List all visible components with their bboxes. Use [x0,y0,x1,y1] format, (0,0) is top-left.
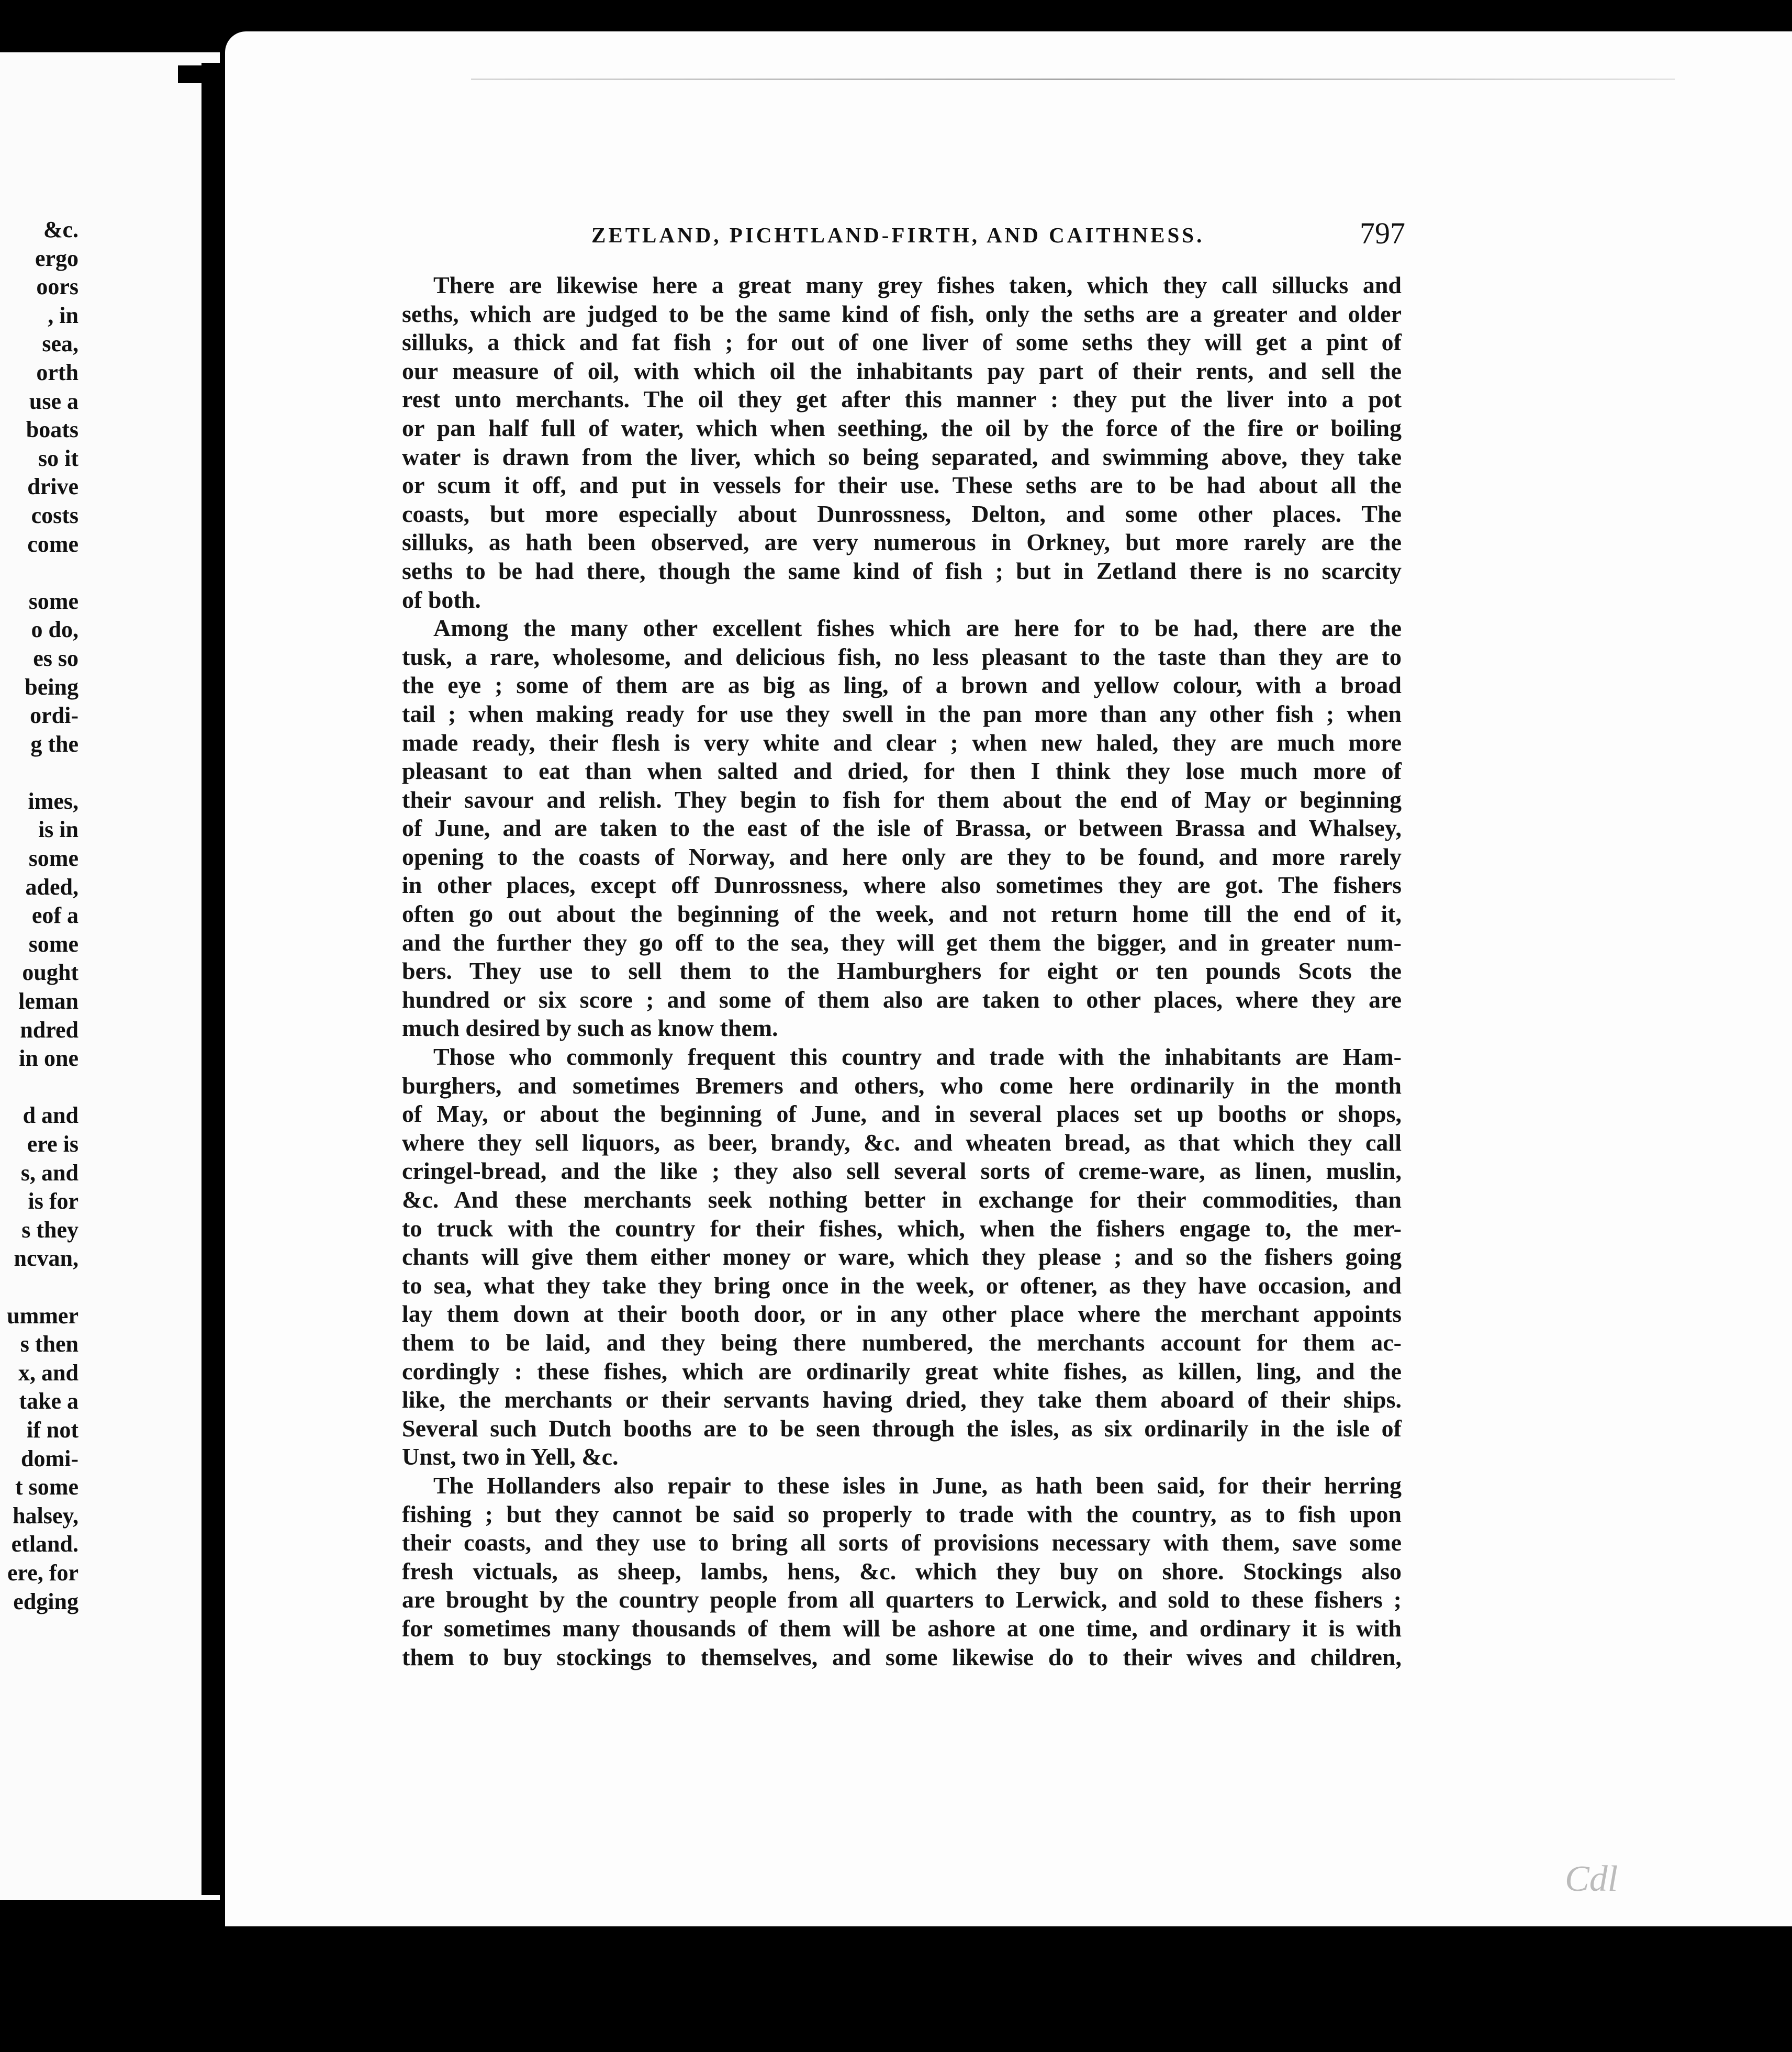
facing-page-line: eof a [31,902,79,929]
facing-page-line: being [25,674,79,700]
text-line: Among the many other excellent fishes which are here for to be had, there are the [433,615,1402,642]
text-line: rest unto merchants. The oil they get after this manner : they put the liver into a pot [402,386,1402,413]
text-line: There are likewise here a great many grey fishes taken, which they call sillucks and [433,272,1402,298]
text-line: often go out about the beginning of the week, and not return home till the end of it, [402,900,1402,928]
text-line: for sometimes many thousands of them will be ashore at one time, and ordinary it is with [402,1614,1402,1642]
facing-page-line: halsey, [13,1502,79,1529]
text-line: of May, or about the beginning of June, and in several places set up booths or shops, [402,1100,1402,1128]
facing-page-line: d and [23,1102,79,1129]
facing-page-line: domi- [21,1445,79,1471]
text-line: lay them down at their booth door, or in any other place where the merchant appoints [402,1300,1402,1328]
facing-page-line: boats [26,417,79,443]
text-line: bers. They use to sell them to the Hamburghers for eight or ten pounds Scots the [402,957,1402,985]
facing-page-line: use a [29,388,79,414]
text-line: the eye ; some of them are as big as ling, of a brown and yellow colour, with a broad [402,672,1402,699]
facing-page-line: ere is [27,1131,79,1157]
facing-page-line: is in [38,817,79,843]
facing-page-line: t some [15,1474,79,1500]
text-line: Those who commonly frequent this country and trade with the inhabitants are Ham- [433,1043,1402,1070]
facing-page-line: orth [36,359,79,385]
text-line: silluks, as hath been observed, are very numerous in Orkney, but more rarely are the [402,529,1402,556]
facing-page-line: , in [48,302,79,328]
text-line: Unst, two in Yell, &c. [402,1443,619,1470]
facing-page-line: ummer [7,1302,79,1329]
text-line: or scum it off, and put in vessels for their use. These seths are to be had about all the [402,472,1402,499]
facing-page-line: leman [18,988,79,1014]
facing-page-line: oors [36,274,79,300]
facing-page-line [0,1073,79,1102]
text-line: The Hollanders also repair to these isles in June, as hath been said, for their herring [433,1471,1402,1499]
facing-page-line: drive [27,474,79,500]
text-line: in other places, except off Dunrossness, where also sometimes they are got. The fishers [402,872,1402,899]
facing-page-line: so it [38,445,79,471]
text-line: hundred or six score ; and some of them also are taken to other places, where they are [402,986,1402,1013]
facing-page-line: s, and [20,1159,79,1186]
text-line: seths, which are judged to be the same kind of fish, only the seths are a greater and older [402,300,1402,327]
text-line: burghers, and sometimes Bremers and others, who come here ordinarily in the month [402,1072,1402,1099]
facing-page-line: some [28,931,79,957]
facing-page-line: ncvan, [14,1245,79,1272]
facing-page-line [0,1273,79,1302]
facing-page-line: some [28,588,79,614]
text-line: to sea, what they take they bring once in the week, or oftener, as they have occasion, and [402,1272,1402,1299]
text-line: them to be laid, and they being there numbered, the merchants account for them ac- [402,1329,1402,1356]
text-line: coasts, but more especially about Dunrossness, Delton, and some other places. The [402,500,1402,527]
text-line: where they sell liquors, as beer, brandy, &c. and wheaten bread, as that which they call [402,1129,1402,1156]
text-line: like, the merchants or their servants having dried, they take them aboard of their ships. [402,1386,1402,1413]
text-line: to truck with the country for their fishes, which, when the fishers engage to, the mer- [402,1214,1402,1242]
facing-page-line: ergo [35,245,79,271]
text-line: of June, and are taken to the east of the isle of Brassa, or between Brassa and Whalsey, [402,815,1402,842]
text-line: their savour and relish. They begin to fish for them about the end of May or beginning [402,786,1402,813]
page-number: 797 [1360,216,1405,250]
facing-page-line: some [28,845,79,872]
facing-page-line [0,759,79,787]
text-line: Several such Dutch booths are to be seen through the isles, as six ordinarily in the isle of [402,1414,1402,1442]
facing-page-line: s then [20,1331,79,1357]
facing-page-line: s they [21,1217,79,1243]
running-head: ZETLAND, PICHTLAND-FIRTH, AND CAITHNESS. [591,223,1205,247]
text-line: opening to the coasts of Norway, and here only are they to be found, and more rarely [402,843,1402,870]
facing-page-line: imes, [28,788,79,814]
facing-page-line: come [27,531,79,557]
text-line: fishing ; but they cannot be said so properly to trade with the country, as to fish upon [402,1500,1402,1527]
facing-page-line: ndred [20,1017,79,1043]
text-line: of both. [402,586,481,613]
text-line: and the further they go off to the sea, they will get them the bigger, and in greater num- [402,929,1402,956]
text-line: our measure of oil, with which oil the inhabitants pay part of their rents, and sell the [402,357,1402,384]
facing-page-line: is for [28,1188,79,1214]
facing-page-line: g the [30,731,79,757]
facing-page-line: in one [19,1045,79,1072]
text-line: tusk, a rare, wholesome, and delicious fish, no less pleasant to the taste than they are to [402,643,1402,670]
text-line: pleasant to eat than when salted and dried, for then I think they lose much more of [402,757,1402,785]
text-line: chants will give them either money or ware, which they please ; and so the fishers going [402,1243,1402,1270]
text-line: much desired by such as know them. [402,1014,778,1042]
facing-page-line: aded, [25,874,79,900]
text-line: water is drawn from the liver, which so being separated, and swimming above, they take [402,443,1402,470]
facing-page-line: ere, for [7,1559,79,1586]
text-line: them to buy stockings to themselves, and some likewise do to their wives and children, [402,1643,1402,1670]
body-text [402,271,1402,1671]
text-line: seths to be had there, though the same kind of fish ; but in Zetland there is no scarcity [402,557,1402,584]
facing-page-text [0,216,79,1616]
text-line: fresh victuals, as sheep, lambs, hens, &c. which they buy on shore. Stockings also [402,1557,1402,1585]
facing-page-line: edging [13,1588,79,1614]
facing-page-line: if not [27,1417,79,1443]
text-line: &c. And these merchants seek nothing better in exchange for their commodities, than [402,1186,1402,1213]
text-line: are brought by the country people from all quarters to Lerwick, and sold to these fishers ; [402,1586,1402,1613]
page-top-shadow [471,79,1675,80]
text-line: silluks, a thick and fat fish ; for out of one liver of some seths they will get a pint of [402,329,1402,356]
text-line: cringel-bread, and the like ; they also sell several sorts of creme-ware, as linen, muslin, [402,1157,1402,1185]
facing-page-line: x, and [18,1359,79,1386]
facing-page-line: take a [19,1388,79,1414]
text-line: tail ; when making ready for use they swell in the pan more than any other fish ; when [402,700,1402,727]
text-line: made ready, their flesh is very white and clear ; when new haled, they are much more [402,729,1402,756]
facing-page-line: costs [31,502,79,528]
facing-page-line: ordi- [30,702,79,729]
text-line: cordingly : these fishes, which are ordinarily great white fishes, as killen, ling, and the [402,1357,1402,1385]
facing-page-line: o do, [31,617,79,643]
facing-page-line: es so [33,645,79,671]
facing-page-line [0,559,79,587]
text-line: or pan half full of water, which when seething, the oil by the force of the fire or boiling [402,414,1402,441]
binding-edge [201,63,222,1895]
facing-page-line: ought [22,960,79,986]
facing-page-line: etland. [11,1531,79,1557]
margin-annotation: Cdl [1565,1859,1618,1899]
facing-page-line: &c. [43,217,79,242]
text-line: their coasts, and they use to bring all sorts of provisions necessary with them, save some [402,1529,1402,1556]
facing-page-line: sea, [42,331,79,357]
